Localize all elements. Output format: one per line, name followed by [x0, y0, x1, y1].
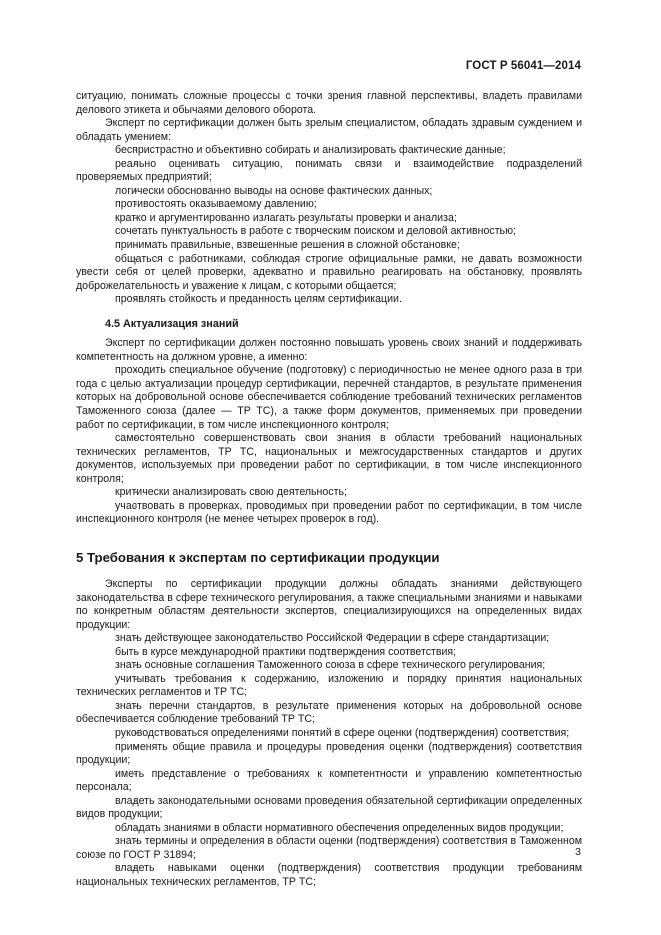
list-item: - руководствоваться определениями понятий в сфере оценки (подтверждения) соответствия;	[76, 727, 582, 741]
list-item: - обладать знаниями в области нормативного обеспечения определенных видов продукции;	[76, 822, 582, 836]
list-item: - знать действующее законодательство Российской Федерации в сфере стандартизации;	[76, 632, 582, 646]
knowledge-update-intro: Эксперт по сертификации должен постоянно повышать уровень своих знаний и поддерживать компетентность на должном уровне, а именно:	[76, 337, 582, 363]
knowledge-update-list	[76, 364, 582, 527]
list-item: - логически обоснованно выводы на основе фактических данных;	[76, 185, 582, 199]
list-item: - иметь представление о требованиях к компетентности и управлению компетентностью персонала;	[76, 768, 582, 795]
section-title-5: 5 Требования к экспертам по сертификации продукции	[76, 549, 440, 565]
standard-header: ГОСТ Р 56041—2014	[465, 60, 581, 72]
list-item: - принимать правильные, взвешенные решения в сложной обстановке;	[76, 239, 582, 253]
list-item: - сочетать пунктуальность в работе с творческим поиском и деловой активностью;	[76, 225, 582, 239]
subsection-title-4-5: 4.5 Актуализация знаний	[105, 317, 239, 330]
list-item: - владеть навыками оценки (подтверждения) соответствия продукции требованиям национальных технических регламентов, ТР ТС;	[76, 862, 582, 889]
list-item: - проявлять стойкость и преданность целям сертификации.	[76, 293, 582, 307]
list-item: - критически анализировать свою деятельность;	[76, 486, 582, 500]
list-item: - участвовать в проверках, проводимых при проведении работ по сертификации, в том числе инспекционного контроля (не менее четырех проверок в год).	[76, 500, 582, 527]
list-item: - применять общие правила и процедуры проведения оценки (подтверждения) соответствия продукции;	[76, 741, 582, 768]
list-item: - учитывать требования к содержанию, изложению и порядку принятия национальных технических регламентов и ТР ТС;	[76, 673, 582, 700]
list-item: - общаться с работниками, соблюдая строгие официальные рамки, не давать возможности увести себя от целей проверки, адекватно и правильно реагировать на обстановку, проявлять доброжелательность и уважение к лицам, с которыми общается;	[76, 253, 582, 294]
list-item: - самостоятельно совершенствовать свои знания в области требований национальных технических регламентов, ТР ТС, национальных и межгосударственных стандартов и других документов, используемых при проведении работ по сертификации, в том числе инспекционного контроля;	[76, 432, 582, 486]
expert-qualities-list	[76, 144, 582, 307]
list-item: - реально оценивать ситуацию, понимать связи и взаимодействие подразделений проверяемых предприятий;	[76, 158, 582, 185]
list-item: - кратко и аргументированно излагать результаты проверки и анализа;	[76, 212, 582, 226]
page-content	[76, 90, 582, 890]
continued-paragraph: ситуацию, понимать сложные процессы с точки зрения главной перспективы, владеть правилами делового этикета и обычаями делового оборота.	[76, 90, 582, 116]
list-item: - противостоять оказываемому давлению;	[76, 198, 582, 212]
expert-qualities-intro: Эксперт по сертификации должен быть зрелым специалистом, обладать здравым суждением и обладать умением:	[76, 117, 582, 143]
list-item: - знать основные соглашения Таможенного союза в сфере технического регулирования;	[76, 659, 582, 673]
list-item: - знать термины и определения в области оценки (подтверждения) соответствия в Таможенном союзе по ГОСТ Р 31894;	[76, 835, 582, 862]
list-item: - быть в курсе международной практики подтверждения соответствия;	[76, 646, 582, 660]
product-experts-intro: Эксперты по сертификации продукции должны обладать знаниями действующего законодательства в сфере технического регулирования, а также специальными знаниями и навыками по конкретным областям деятельности экспертов, специализирующихся на определенных видах продукции:	[76, 577, 582, 631]
list-item: - беспристрастно и объективно собирать и анализировать фактические данные;	[76, 144, 582, 158]
page-number: 3	[575, 846, 581, 858]
list-item: - знать перечни стандартов, в результате применения которых на добровольной основе обеспечивается соблюдение требований ТР ТС;	[76, 700, 582, 727]
product-experts-list	[76, 632, 582, 889]
list-item: - владеть законодательными основами проведения обязательной сертификации определенных видов продукции;	[76, 795, 582, 822]
list-item: - проходить специальное обучение (подготовку) с периодичностью не менее одного раза в три года с целью актуализации процедур сертификации, перечней стандартов, в результате применения которых на добровольной основе обеспечивается соблюдение требований технических регламентов Таможенного союза (далее — ТР ТС), а также форм документов, применяемых при проведении работ по сертификации, в том числе инспекционного контроля;	[76, 364, 582, 432]
